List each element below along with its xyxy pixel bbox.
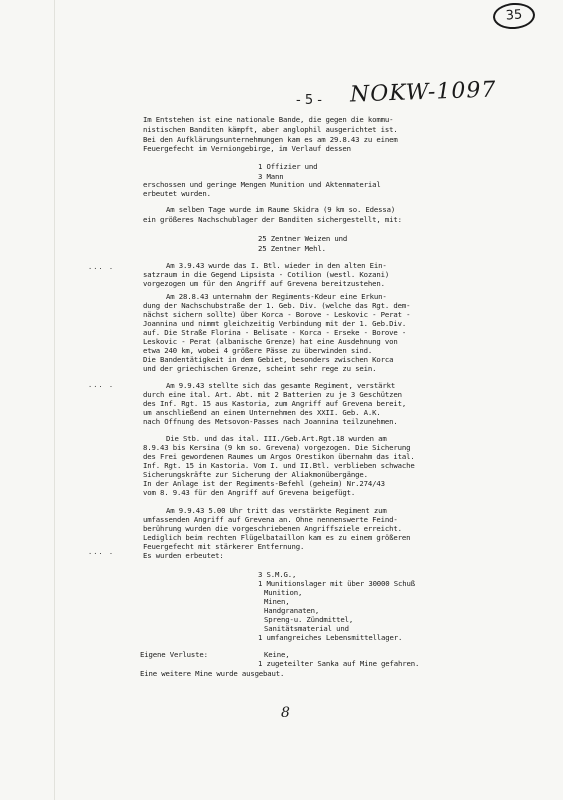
text-line: Lediglich beim rechten Flügelbataillon kam es zu einem größeren bbox=[143, 534, 411, 542]
text-line: des Frei gewordenen Raumes um Argos Orestikon übernahm das ital. bbox=[143, 453, 415, 461]
text-line: Bei den Aufklärungsunternehmungen kam es am 29.8.43 zu einem bbox=[143, 136, 398, 144]
text-line: etwa 240 km, wobei 4 größere Pässe zu überwinden sind. bbox=[143, 347, 373, 355]
text-line: 25 Zentner Weizen und bbox=[258, 235, 348, 243]
text-line: Keine, bbox=[264, 651, 290, 659]
text-line: Munition, bbox=[264, 589, 303, 597]
text-line: Am selben Tage wurde im Raume Skidra (9 km so. Edessa) bbox=[166, 206, 396, 214]
text-line: In der Anlage ist der Regiments-Befehl (geheim) Nr.274/43 bbox=[143, 480, 385, 488]
text-line: des Inf. Rgt. 15 aus Kastoria, zum Angriff auf Grevena bereit, bbox=[143, 400, 407, 408]
text-line: 8.9.43 bis Kersina (9 km so. Grevena) vorgezogen. Die Sicherung bbox=[143, 444, 411, 452]
page-number: 8 bbox=[281, 705, 290, 721]
text-line: Inf. Rgt. 15 in Kastoria. Vom I. und II.Btl. verblieben schwache bbox=[143, 462, 415, 470]
text-line: 1 Offizier und bbox=[258, 163, 318, 171]
text-line: satzraum in die Gegend Lipsista - Cotilion (westl. Kozani) bbox=[143, 271, 390, 279]
text-line: 1 zugeteilter Sanka auf Mine gefahren. bbox=[258, 660, 420, 668]
text-line: Sanitätsmaterial und bbox=[264, 625, 349, 633]
text-line: Eine weitere Mine wurde ausgebaut. bbox=[140, 670, 285, 678]
margin-rule bbox=[54, 0, 55, 800]
text-line: 1 Munitionslager mit über 30000 Schuß bbox=[258, 580, 415, 588]
text-line: Spreng-u. Zündmittel, bbox=[264, 616, 354, 624]
text-line: 3 Mann bbox=[258, 173, 284, 181]
text-line: nächst sichern sollte) über Korca - Borove - Leskovic - Perat - bbox=[143, 311, 411, 319]
page-marker: - 5 - bbox=[296, 93, 322, 108]
text-line: um anschließend an einem Unternehmen des XXII. Geb. A.K. bbox=[143, 409, 381, 417]
text-line: Am 3.9.43 wurde das I. Btl. wieder in den alten Ein- bbox=[166, 262, 387, 270]
text-line: Feuergefecht mit stärkerer Entfernung. bbox=[143, 543, 305, 551]
text-line: nach Öffnung des Metsovon-Passes nach Joannina teilzunehmen. bbox=[143, 418, 398, 426]
text-line: Im Entstehen ist eine nationale Bande, die gegen die kommu- bbox=[143, 116, 394, 124]
text-line: erschossen und geringe Mengen Munition und Aktenmaterial bbox=[143, 181, 381, 189]
text-line: Es wurden erbeutet: bbox=[143, 552, 224, 560]
text-line: vom 8. 9.43 für den Angriff auf Grevena beigefügt. bbox=[143, 489, 356, 497]
text-line: Am 9.9.43 5.00 Uhr tritt das verstärkte Regiment zum bbox=[166, 507, 387, 515]
text-line: nistischen Banditen kämpft, aber anglophil ausgerichtet ist. bbox=[143, 126, 398, 134]
text-line: Joannina und nimmt gleichzeitig Verbindung mit der 1. Geb.Div. bbox=[143, 320, 407, 328]
text-line: dung der Nachschubstraße der 1. Geb. Div. (welche das Rgt. dem- bbox=[143, 302, 411, 310]
text-line: Am 28.8.43 unternahm der Regiments-Kdeur eine Erkun- bbox=[166, 293, 387, 301]
archive-stamp: 35 bbox=[492, 2, 536, 31]
text-line: umfassenden Angriff auf Grevena an. Ohne nennenswerte Feind- bbox=[143, 516, 398, 524]
text-line: Sicherungskräfte zur Sicherung der Aliakmonübergänge. bbox=[143, 471, 368, 479]
text-line: durch eine ital. Art. Abt. mit 2 Batterien zu je 3 Geschützen bbox=[143, 391, 402, 399]
text-line: 3 S.M.G., bbox=[258, 571, 297, 579]
text-line: vorgezogen um für den Angriff auf Grevena bereitzustehen. bbox=[143, 280, 385, 288]
text-line: erbeutet wurden. bbox=[143, 190, 211, 198]
text-line: 1 umfangreiches Lebensmittellager. bbox=[258, 634, 403, 642]
text-line: 25 Zentner Mehl. bbox=[258, 245, 326, 253]
text-line: Handgranaten, bbox=[264, 607, 320, 615]
text-line: Die Stb. und das ital. III./Geb.Art.Rgt.18 wurden am bbox=[166, 435, 387, 443]
margin-mark: ... . bbox=[88, 263, 115, 271]
text-line: Minen, bbox=[264, 598, 290, 606]
margin-mark: ... . bbox=[88, 381, 115, 389]
document-reference: NOKW-1097 bbox=[349, 77, 497, 108]
text-line: Feuergefecht im Verniongebirge, im Verlauf dessen bbox=[143, 145, 351, 153]
text-line: Leskovic - Perat (albanische Grenze) hat eine Ausdehnung von bbox=[143, 338, 398, 346]
margin-mark: ... . bbox=[88, 548, 115, 556]
text-line: berührung wurden die vorgeschriebenen Angriffsziele erreicht. bbox=[143, 525, 402, 533]
text-line: ein größeres Nachschublager der Banditen sichergestellt, mit: bbox=[143, 216, 402, 224]
text-line: Die Bandentätigkeit in dem Gebiet, besonders zwischen Korca bbox=[143, 356, 394, 364]
text-line: Am 9.9.43 stellte sich das gesamte Regiment, verstärkt bbox=[166, 382, 396, 390]
text-line: auf. Die Straße Florina - Belisate - Korca - Erseke - Borove - bbox=[143, 329, 407, 337]
text-line: und der griechischen Grenze, scheint sehr rege zu sein. bbox=[143, 365, 377, 373]
text-line: Eigene Verluste: bbox=[140, 651, 208, 659]
